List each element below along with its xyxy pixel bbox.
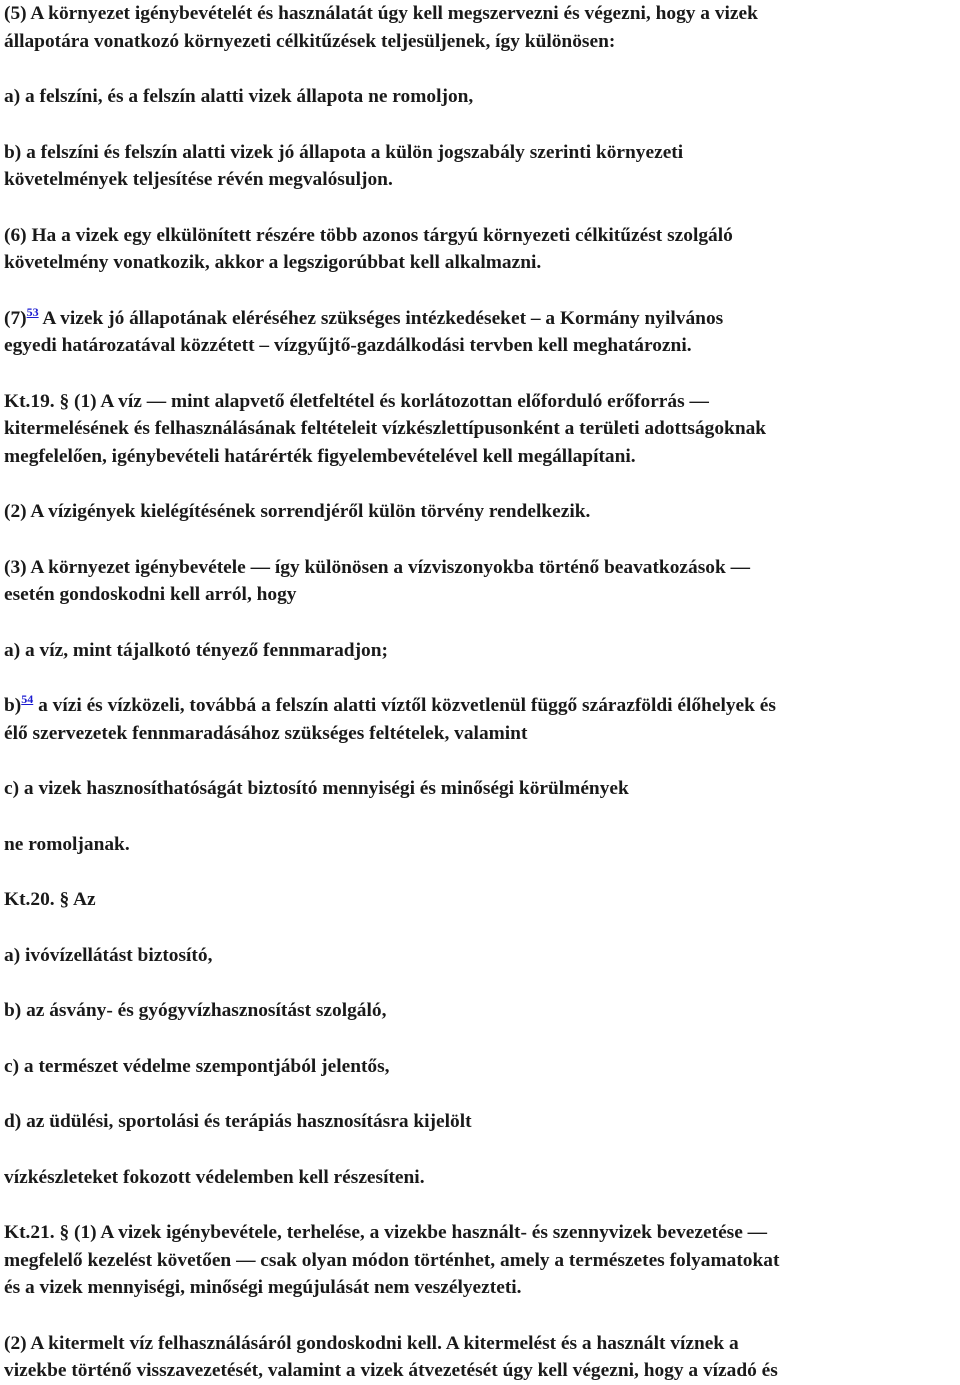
section-kt20-b <box>4 997 958 1025</box>
line-text: a vízi és vízközeli, továbbá a felszín alatti víztől közvetlenül függő szárazföldi élőhelyek és <box>33 695 776 716</box>
section-kt19-3-a <box>4 637 958 665</box>
text-line: (2) A kitermelt víz felhasználásáról gondoskodni kell. A kitermelést és a használt víznek a <box>4 1332 739 1354</box>
text-line: (5) A környezet igénybevételét és használatát úgy kell megszervezni és végezni, hogy a vizek <box>4 3 758 24</box>
text-line: élő szervezetek fennmaradásához szükséges feltételek, valamint <box>4 722 528 744</box>
item-label: b) <box>4 695 22 716</box>
section-kt21 <box>4 1219 958 1302</box>
text-line: egyedi határozatával közzétett – vízgyűjtő-gazdálkodási tervben kell meghatározni. <box>4 335 692 356</box>
section-kt20-d <box>4 1108 958 1136</box>
section-kt19-3-b <box>4 692 958 747</box>
text-line: állapotára vonatkozó környezeti célkitűzések teljesüljenek, így különösen: <box>4 30 616 52</box>
text-line <box>4 692 958 720</box>
text-line: b) a felszíni és felszín alatti vizek jó állapota a külön jogszabály szerinti környezeti <box>4 141 684 163</box>
text-line: megfelelő kezelést követően — csak olyan módon történhet, amely a természetes folyamatokat <box>4 1249 780 1271</box>
section-kt21-2 <box>4 1330 958 1385</box>
paragraph-6 <box>4 222 958 277</box>
text-line: a) a víz, mint tájalkotó tényező fennmaradjon; <box>4 639 388 661</box>
text-line: (3) A környezet igénybevétele — így különösen a vízviszonyokba történő beavatkozások — <box>4 556 750 578</box>
text-line: c) a természet védelme szempontjából jelentős, <box>4 1055 390 1077</box>
paragraph-7 <box>4 305 958 360</box>
text-line: követelmények teljesítése révén megvalósuljon. <box>4 169 393 190</box>
line-text: A vizek jó állapotának eléréséhez szükséges intézkedéseket – a Kormány nyilvános <box>38 307 724 329</box>
section-kt20 <box>4 886 958 914</box>
section-kt19-3 <box>4 554 958 609</box>
paragraph-5 <box>4 0 958 55</box>
text-line: Kt.19. § (1) A víz — mint alapvető életfeltétel és korlátozottan előforduló erőforrás — <box>4 390 709 412</box>
section-kt20-c <box>4 1053 958 1081</box>
text-line: ne romoljanak. <box>4 833 130 855</box>
section-kt20-end <box>4 1164 958 1192</box>
text-line: kitermelésének és felhasználásának feltételeit vízkészlettípusonként a területi adottságoknak <box>4 418 767 439</box>
text-line: d) az üdülési, sportolási és terápiás hasznosításra kijelölt <box>4 1111 472 1132</box>
footnote-link-53[interactable]: 53 <box>26 304 39 319</box>
text-line: megfelelően, igénybevételi határérték figyelembevételével kell megállapítani. <box>4 445 636 467</box>
section-kt20-a <box>4 942 958 970</box>
section-kt19 <box>4 388 958 471</box>
text-line: vizekbe történő visszavezetését, valamint a vizek átvezetését úgy kell végezni, hogy a vízadó és <box>4 1360 778 1381</box>
text-line <box>4 305 958 333</box>
document-body <box>4 0 958 1385</box>
text-line: (6) Ha a vizek egy elkülönített részére több azonos tárgyú környezeti célkitűzést szolgáló <box>4 224 733 246</box>
text-line: a) a felszíni, és a felszín alatti vizek állapota ne romoljon, <box>4 86 474 107</box>
text-line: esetén gondoskodni kell arról, hogy <box>4 584 297 605</box>
text-line: követelmény vonatkozik, akkor a legszigorúbbat kell alkalmazni. <box>4 252 542 273</box>
text-line: a) ivóvízellátást biztosító, <box>4 944 213 966</box>
section-kt19-3-c <box>4 775 958 803</box>
paragraph-5-b <box>4 139 958 194</box>
paragraph-5-a <box>4 83 958 111</box>
footnote-link-54[interactable]: 54 <box>21 692 34 707</box>
section-kt19-3-end <box>4 831 958 859</box>
text-line: vízkészleteket fokozott védelemben kell részesíteni. <box>4 1166 425 1188</box>
section-kt19-2 <box>4 498 958 526</box>
text-line: c) a vizek hasznosíthatóságát biztosító mennyiségi és minőségi körülmények <box>4 778 629 799</box>
text-line: b) az ásvány- és gyógyvízhasznosítást szolgáló, <box>4 1000 387 1021</box>
text-line: Kt.20. § Az <box>4 889 96 910</box>
text-line: (2) A vízigények kielégítésének sorrendjéről külön törvény rendelkezik. <box>4 501 591 522</box>
text-line: és a vizek mennyiségi, minőségi megújulását nem veszélyezteti. <box>4 1277 522 1298</box>
text-line: Kt.21. § (1) A vizek igénybevétele, terhelése, a vizekbe használt- és szennyvizek bevezetése — <box>4 1222 768 1243</box>
paragraph-number: (7) <box>4 307 27 329</box>
